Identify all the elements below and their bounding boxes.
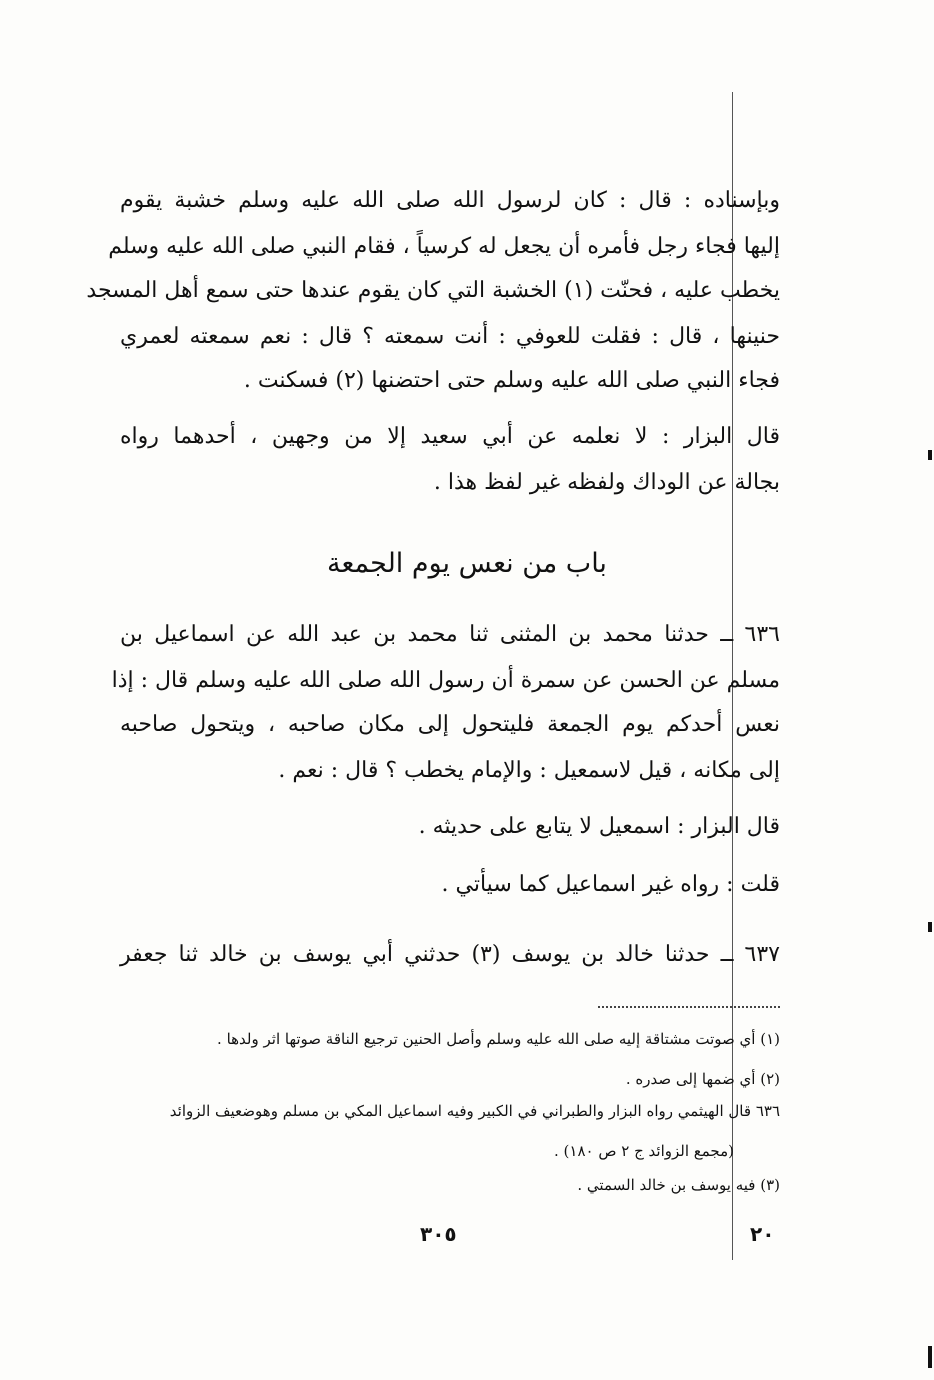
edge-mark — [928, 450, 932, 460]
paragraph-line: وبإسناده : قال : كان لرسول الله صلى الله عليه وسلم خشبة يقوم — [120, 188, 780, 213]
page-number: ٣٠٥ — [420, 1222, 457, 1246]
hadith-line: ٦٣٧ ــ حدثنا خالد بن يوسف (٣) حدثني أبي يوسف بن خالد ثنا جعفر — [120, 942, 780, 967]
paragraph-line: يخطب عليه ، فحنّت (١) الخشبة التي كان يقوم عندها حتى سمع أهل المسجد — [86, 278, 780, 303]
paragraph-line: إليها فجاء رجل فأمره أن يجعل له كرسياً ، فقام النبي صلى الله عليه وسلم — [108, 234, 780, 259]
hadith-line: إلى مكانه ، قيل لاسمعيل : والإمام يخطب ؟ قال : نعم . — [278, 758, 780, 783]
edge-mark — [928, 1346, 932, 1368]
bazzar-comment: قال البزار : اسمعيل لا يتابع على حديثه . — [418, 814, 780, 839]
signature-number: ٢٠ — [750, 1222, 775, 1246]
footnote: (مجمع الزوائد ج ٢ ص ١٨٠) . — [554, 1142, 734, 1160]
paragraph-line: فجاء النبي صلى الله عليه وسلم حتى احتضنها (٢) فسكنت . — [243, 368, 780, 393]
footnote: (١) أي صوتت مشتاقة إليه صلى الله عليه وسلم وأصل الحنين ترجيع الناقة صوتها اثر ولدها . — [217, 1030, 780, 1048]
qultu-comment: قلت : رواه غير اسماعيل كما سيأتي . — [441, 872, 780, 897]
hadith-line: نعس أحدكم يوم الجمعة فليتحول إلى مكان صاحبه ، ويتحول صاحبه — [120, 712, 780, 737]
paragraph-line: حنينها ، قال : فقلت للعوفي : أنت سمعته ؟ قال : نعم سمعته لعمري — [120, 324, 780, 349]
edge-mark — [928, 922, 932, 932]
hadith-line: ٦٣٦ ــ حدثنا محمد بن المثنى ثنا محمد بن عبد الله عن اسماعيل بن — [120, 622, 780, 647]
footnote-separator — [598, 1006, 780, 1008]
footnote: ٦٣٦ قال الهيثمي رواه البزار والطبراني في الكبير وفيه اسماعيل المكي بن مسلم وهوضعيف الزوائد — [169, 1102, 780, 1120]
hadith-line: مسلم عن الحسن عن سمرة أن رسول الله صلى الله عليه وسلم قال : إذا — [111, 668, 780, 693]
footnote: (٣) فيه يوسف بن خالد السمتي . — [577, 1176, 780, 1194]
footnote: (٢) أي ضمها إلى صدره . — [625, 1070, 780, 1088]
paragraph-line: بجالة عن الوداك ولفظه غير لفظ هذا . — [433, 470, 780, 495]
paragraph-line: قال البزار : لا نعلمه عن أبي سعيد إلا من وجهين ، أحدهما رواه — [120, 424, 780, 449]
section-heading: باب من نعس يوم الجمعة — [327, 548, 607, 579]
